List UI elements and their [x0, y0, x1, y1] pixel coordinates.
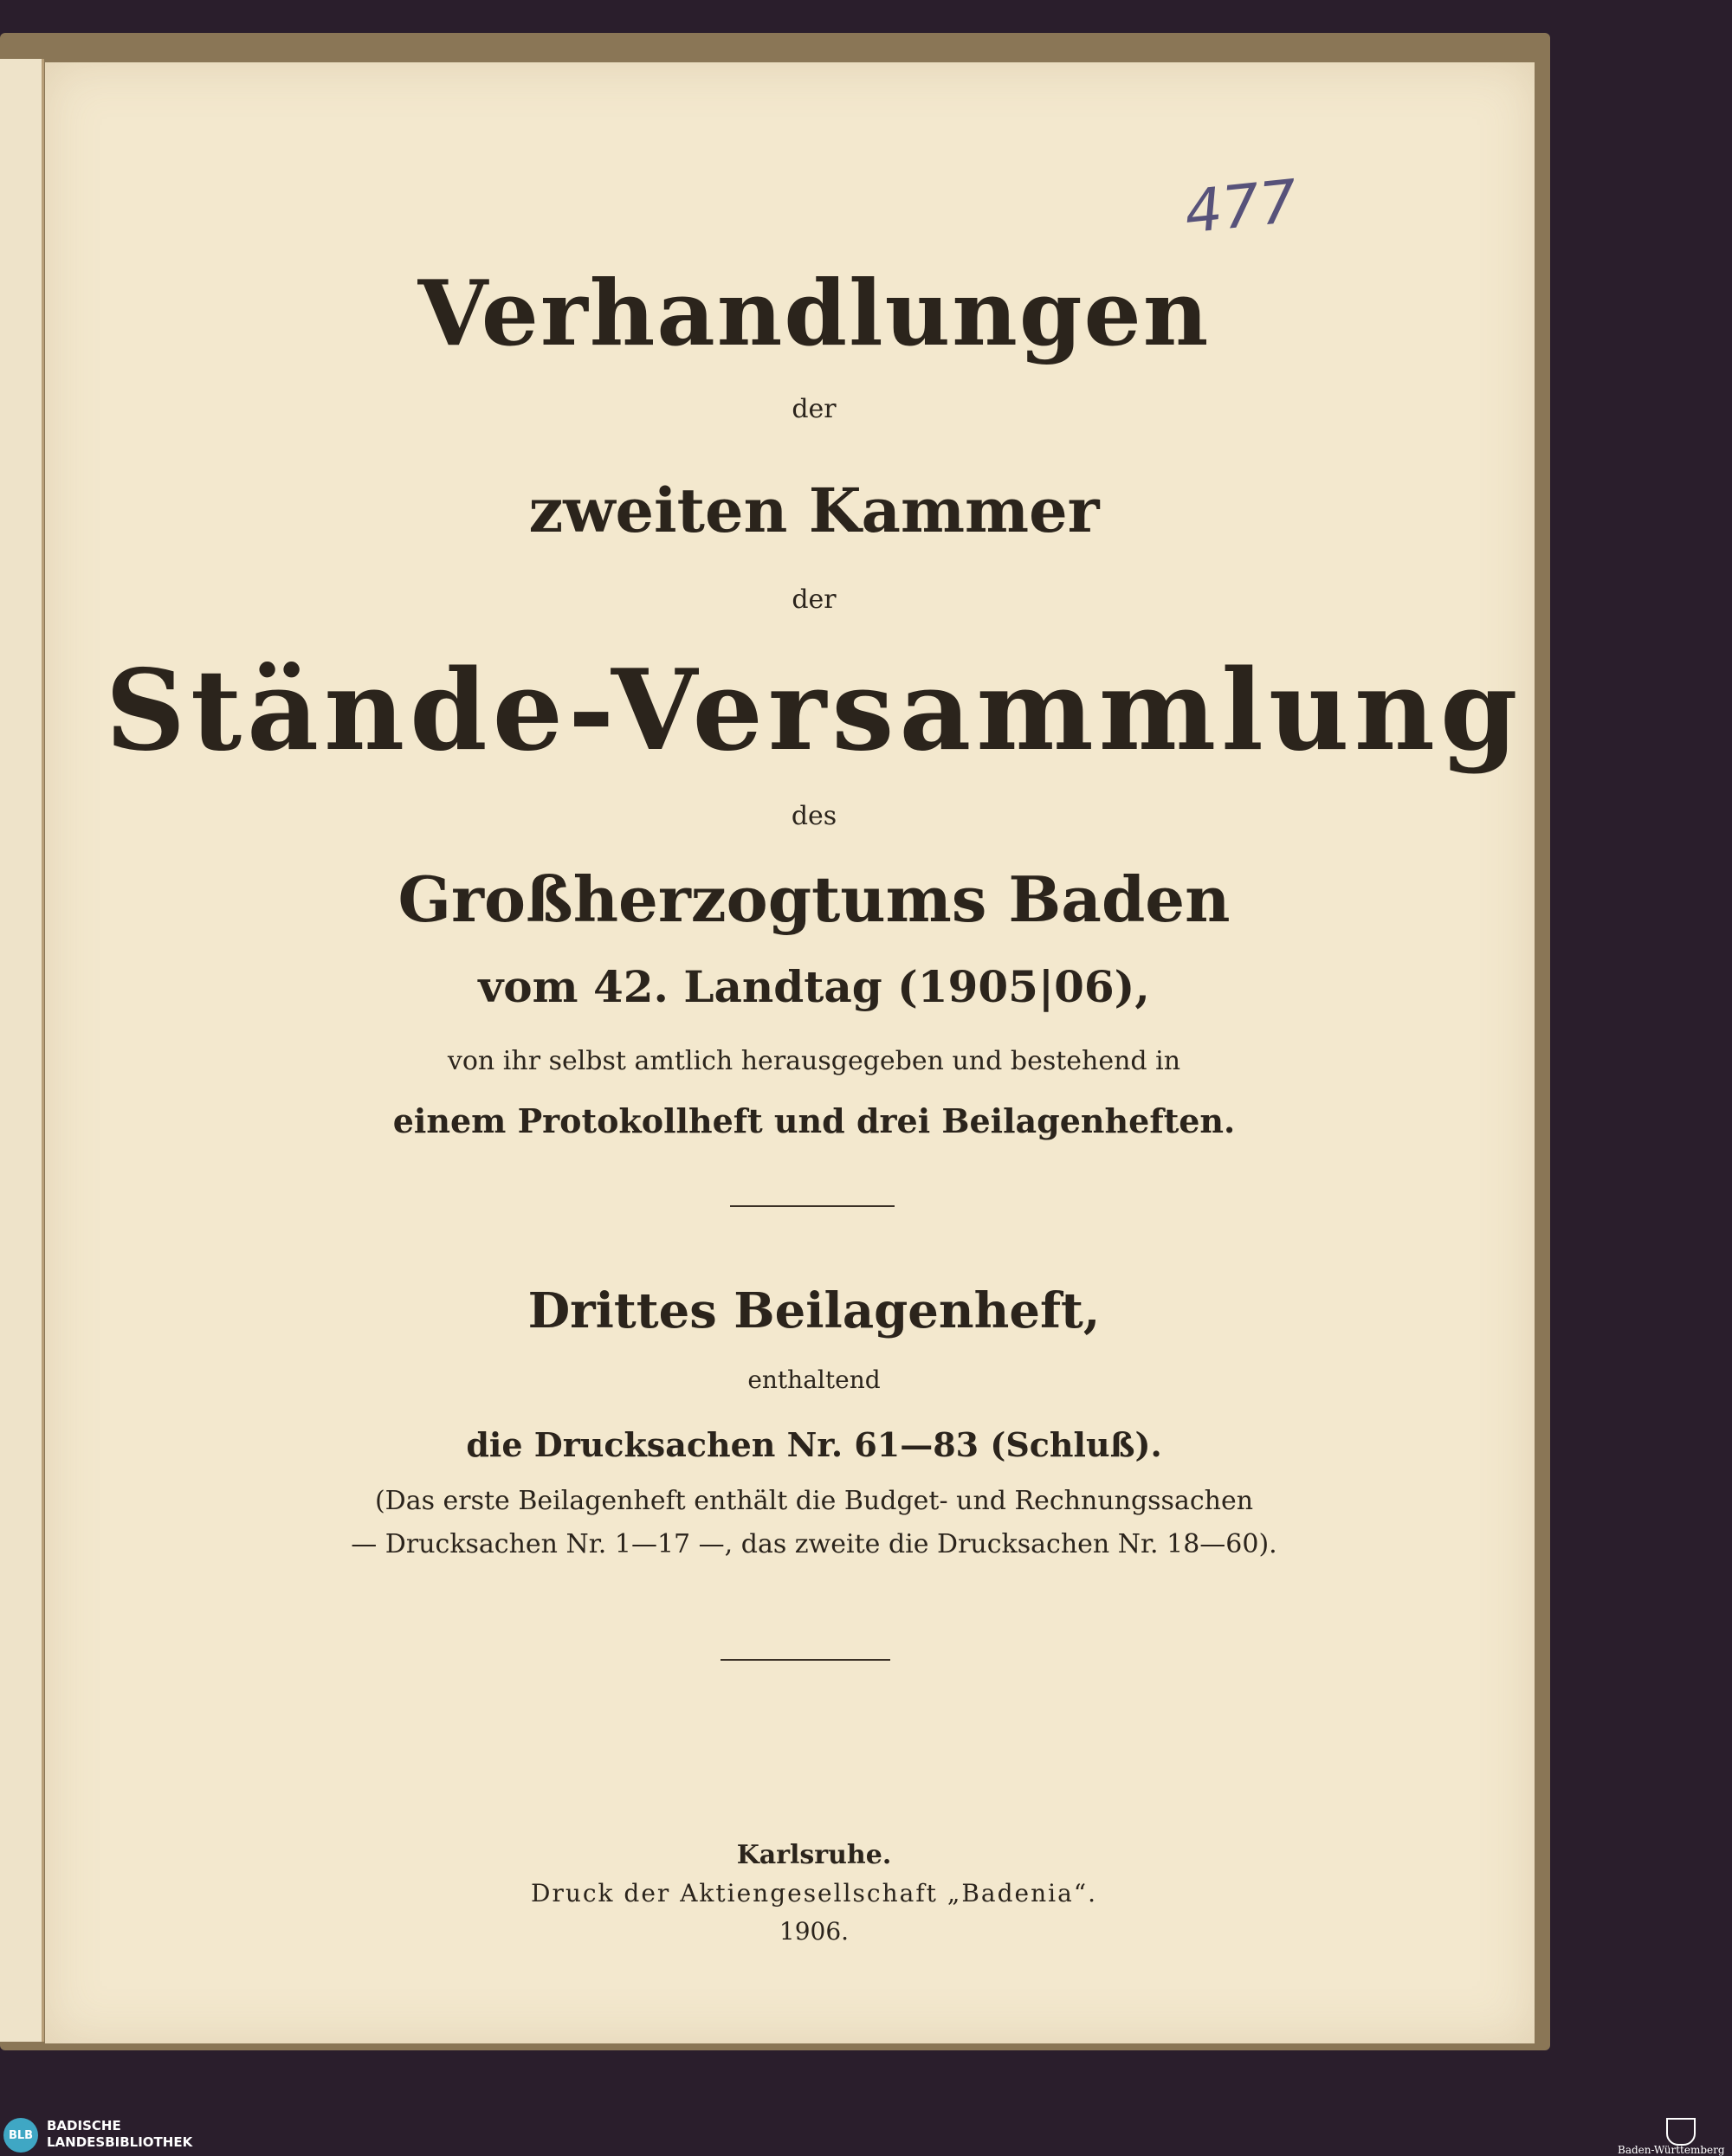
library-name-line-2: LANDESBIBLIOTHEK: [47, 2134, 193, 2150]
containing-label: enthaltend: [747, 1365, 881, 1394]
state-title: Großherzogtums Baden: [397, 862, 1231, 936]
connector-der-2: der: [792, 584, 837, 615]
volumes-line: einem Protokollheft und drei Beilagenheften.: [392, 1101, 1236, 1140]
assembly-title: Stände-Versammlung: [105, 646, 1523, 776]
footer-bar: [0, 2114, 1732, 2156]
contents-line: die Drucksachen Nr. 61—83 (Schluß).: [466, 1425, 1162, 1464]
session-line: vom 42. Landtag (1905|06),: [478, 961, 1150, 1012]
imprint-year: 1906.: [779, 1917, 850, 1946]
imprint-city: Karlsruhe.: [736, 1840, 892, 1870]
handwritten-shelf-number: 477: [1181, 167, 1301, 248]
divider-rule: [721, 1659, 890, 1661]
library-name-line-1: BADISCHE: [47, 2118, 121, 2133]
connector-des: des: [791, 801, 837, 831]
library-name: [47, 2118, 192, 2151]
chamber-title: zweiten Kammer: [528, 474, 1100, 546]
publication-note: von ihr selbst amtlich herausgegeben und bestehend in: [447, 1046, 1181, 1076]
note-line-1: (Das erste Beilagenheft enthält die Budget- und Rechnungssachen: [374, 1486, 1254, 1516]
divider-rule: [730, 1205, 895, 1207]
coat-of-arms-icon: [1666, 2118, 1696, 2146]
connector-der-1: der: [792, 394, 837, 424]
region-label: Baden-Württemberg: [1618, 2144, 1725, 2156]
main-title: Verhandlungen: [417, 260, 1211, 366]
blb-logo-icon: BLB: [3, 2118, 38, 2153]
note-line-2: — Drucksachen Nr. 1—17 —, das zweite die Drucksachen Nr. 18—60).: [351, 1529, 1277, 1559]
imprint-printer: Druck der Aktiengesellschaft „Badenia“.: [531, 1879, 1097, 1907]
volume-title: Drittes Beilagenheft,: [527, 1282, 1101, 1339]
